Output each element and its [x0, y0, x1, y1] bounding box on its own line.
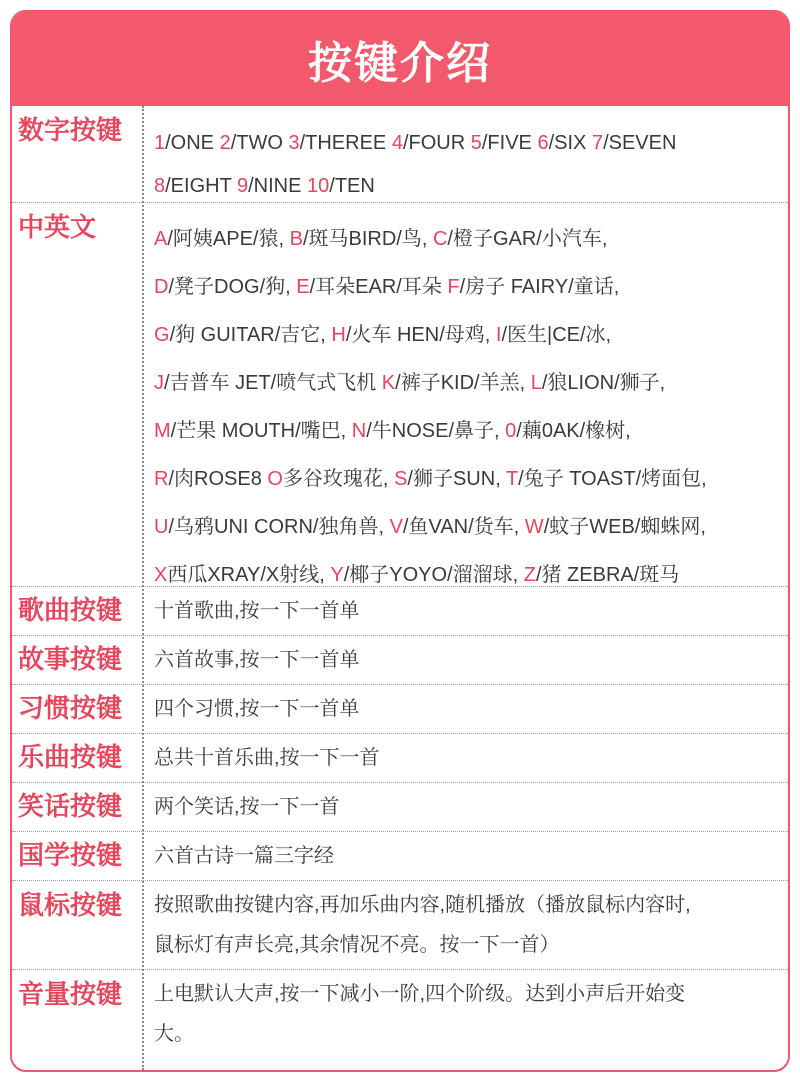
key-description: /斑马BIRD/鸟,	[302, 228, 433, 250]
key-description: /SEVEN	[603, 132, 677, 154]
alphabet-line	[154, 359, 782, 407]
key-symbol: 10	[307, 175, 330, 197]
row-joke-keys	[12, 783, 788, 832]
key-symbol: B	[289, 228, 303, 250]
key-symbol: X	[154, 564, 168, 586]
row-label: 音量按键	[18, 980, 123, 1010]
column-divider	[142, 106, 144, 1070]
key-symbol: 0	[505, 420, 517, 442]
row-text: 十首歌曲,按一下一首单	[154, 600, 360, 622]
row-label: 歌曲按键	[18, 596, 123, 626]
text-line: 按照歌曲按键内容,再加乐曲内容,随机播放（播放鼠标内容时,	[154, 894, 691, 916]
row-label: 故事按键	[18, 645, 123, 675]
row-text: 四个习惯,按一下一首单	[154, 698, 360, 720]
key-symbol: 3	[288, 132, 300, 154]
row-text	[142, 970, 788, 1060]
key-description: /房子 FAIRY/童话,	[459, 276, 620, 298]
row-label: 乐曲按键	[18, 743, 123, 773]
row-label: 鼠标按键	[18, 891, 123, 921]
key-description: /TWO	[230, 132, 289, 154]
row-volume-keys	[12, 970, 788, 1060]
key-description: 西瓜XRAY/X射线,	[167, 564, 331, 586]
key-symbol: H	[331, 324, 346, 346]
key-description: /芒果 MOUTH/嘴巴,	[170, 420, 352, 442]
key-symbol: V	[389, 516, 403, 538]
row-text: 总共十首乐曲,按一下一首	[154, 747, 380, 769]
alphabet-line	[154, 503, 782, 551]
alphabet-keys-content	[142, 203, 788, 586]
alphabet-line	[154, 455, 782, 503]
key-description: /TEN	[329, 175, 375, 197]
alphabet-line	[154, 311, 782, 359]
key-symbol: 9	[237, 175, 249, 197]
key-description: /狮子SUN,	[407, 468, 506, 490]
text-line: 大。	[154, 1023, 194, 1045]
key-symbol: G	[154, 324, 170, 346]
key-symbol: N	[351, 420, 367, 442]
row-text: 六首古诗一篇三字经	[154, 845, 334, 867]
key-symbol: L	[530, 372, 542, 394]
key-symbol: E	[296, 276, 310, 298]
key-description: /SIX	[548, 132, 592, 154]
key-description: 多谷玫瑰花,	[282, 468, 395, 490]
alphabet-line	[154, 263, 782, 311]
key-symbol: W	[524, 516, 544, 538]
key-symbol: 1	[154, 132, 166, 154]
key-description: /EIGHT	[165, 175, 237, 197]
key-symbol: Y	[330, 564, 344, 586]
key-description: /狗 GUITAR/吉它,	[169, 324, 332, 346]
key-symbol: J	[154, 372, 164, 394]
key-description: /THEREE	[299, 132, 392, 154]
alphabet-line	[154, 407, 782, 455]
key-symbol: K	[381, 372, 396, 394]
row-label: 国学按键	[18, 841, 123, 871]
alphabet-line	[154, 215, 782, 263]
key-symbol: S	[394, 468, 408, 490]
key-symbol: 5	[470, 132, 482, 154]
text-line: 上电默认大声,按一下减小一阶,四个阶级。达到小声后开始变	[154, 983, 686, 1005]
key-intro-card	[10, 10, 790, 1072]
key-symbol: O	[267, 468, 283, 490]
key-description: /藕0AK/橡树,	[516, 420, 631, 442]
number-line	[154, 122, 782, 165]
key-symbol: R	[154, 468, 169, 490]
key-symbol: M	[154, 420, 171, 442]
row-label: 中英文	[18, 213, 97, 243]
number-line	[154, 165, 782, 202]
row-text	[142, 881, 788, 969]
alphabet-line	[154, 551, 782, 586]
row-number-keys	[12, 106, 788, 203]
row-label: 笑话按键	[18, 792, 123, 822]
key-description: /蚊子WEB/蜘蛛网,	[543, 516, 706, 538]
key-description: /凳子DOG/狗,	[168, 276, 297, 298]
key-symbol: 2	[219, 132, 231, 154]
key-description: /鱼VAN/货车,	[402, 516, 525, 538]
key-symbol: F	[447, 276, 460, 298]
key-symbol: C	[432, 228, 448, 250]
row-classics-keys	[12, 832, 788, 881]
key-description: /耳朵EAR/耳朵	[309, 276, 448, 298]
row-story-keys	[12, 636, 788, 685]
key-description: /医生|CE/冰,	[501, 324, 612, 346]
key-description: /阿姨APE/猿,	[167, 228, 290, 250]
key-symbol: A	[154, 228, 168, 250]
row-label: 习惯按键	[18, 694, 123, 724]
key-description: /橙子GAR/小汽车,	[447, 228, 608, 250]
key-description: /FIVE	[481, 132, 538, 154]
key-description: /裤子KID/羊羔,	[395, 372, 531, 394]
key-symbol: 8	[154, 175, 166, 197]
key-description: /NINE	[248, 175, 308, 197]
key-description: /猪 ZEBRA/斑马	[535, 564, 680, 586]
key-table	[12, 106, 788, 1060]
key-description: /狼LION/狮子,	[541, 372, 666, 394]
key-symbol: 6	[537, 132, 549, 154]
row-song-keys	[12, 587, 788, 636]
key-symbol: 7	[591, 132, 604, 154]
row-habit-keys	[12, 685, 788, 734]
key-symbol: U	[154, 516, 169, 538]
page-title: 按键介绍	[12, 12, 788, 106]
row-alphabet-keys	[12, 203, 788, 587]
key-description: /椰子YOYO/溜溜球,	[343, 564, 524, 586]
key-symbol: T	[505, 468, 519, 490]
key-symbol: D	[154, 276, 169, 298]
key-description: /兔子 TOAST/烤面包,	[518, 468, 707, 490]
key-description: /火车 HEN/母鸡,	[345, 324, 496, 346]
key-description: /ONE	[165, 132, 220, 154]
key-description: /乌鸦UNI CORN/独角兽,	[168, 516, 390, 538]
row-text: 六首故事,按一下一首单	[154, 649, 360, 671]
key-description: /牛NOSE/鼻子,	[366, 420, 506, 442]
key-description: /吉普车 JET/喷气式飞机	[164, 372, 382, 394]
key-symbol: Z	[523, 564, 536, 586]
row-music-keys	[12, 734, 788, 783]
key-description: /FOUR	[402, 132, 471, 154]
row-mouse-keys	[12, 881, 788, 970]
key-description: /肉ROSE8	[168, 468, 268, 490]
key-symbol: 4	[391, 132, 403, 154]
number-keys-content	[142, 106, 788, 202]
key-symbol: I	[495, 324, 502, 346]
row-text: 两个笑话,按一下一首	[154, 796, 340, 818]
text-line: 鼠标灯有声长亮,其余情况不亮。按一下一首）	[154, 934, 560, 956]
row-label: 数字按键	[18, 116, 123, 146]
